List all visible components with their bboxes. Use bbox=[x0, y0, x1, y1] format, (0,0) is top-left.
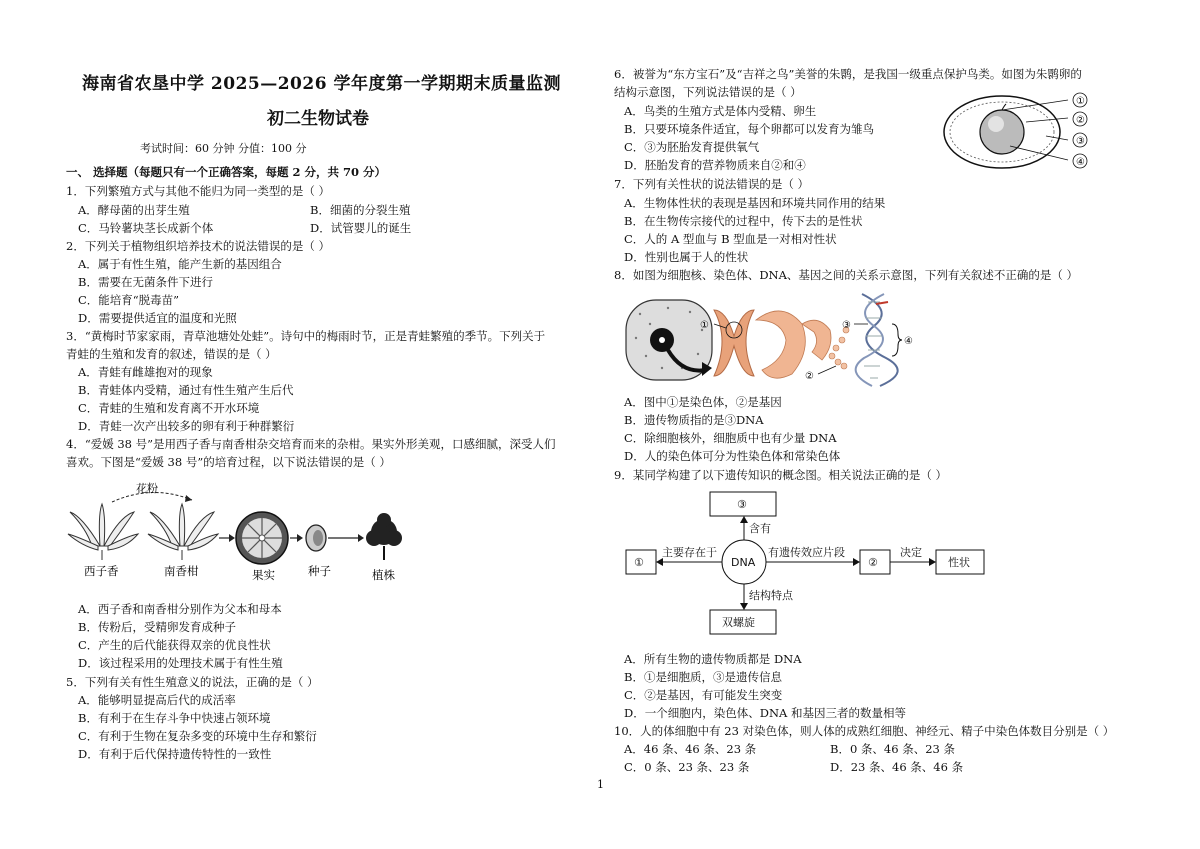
q7-option-b: B．在生物传宗接代的过程中，传下去的是性状 bbox=[624, 214, 863, 228]
q1-option-d: D．试管婴儿的诞生 bbox=[310, 221, 412, 235]
nanxianggan-label: 南香柑 bbox=[164, 564, 199, 578]
q9-option-d: D．一个细胞内，染色体、DNA 和基因三者的数量相等 bbox=[624, 706, 906, 720]
q4-breeding-figure bbox=[62, 476, 407, 591]
q8-stem: 8．如图为细胞核、染色体、DNA、基因之间的关系示意图，下列有关叙述不正确的是（ ） bbox=[614, 268, 1079, 282]
q6-option-b: B．只要环境条件适宜，每个卵都可以发育为雏鸟 bbox=[624, 122, 874, 136]
q10-option-a: A．46 条、46 条、23 条 bbox=[624, 742, 757, 756]
q7-option-a: A．生物体性状的表现是基因和环境共同作用的结果 bbox=[624, 196, 886, 210]
q10-stem: 10．人的体细胞中有 23 对染色体，则人体的成熟红细胞、神经元、精子中染色体数目分别是（ ） bbox=[614, 724, 1115, 738]
q3-option-c: C．青蛙的生殖和发育离不开水环境 bbox=[78, 401, 260, 415]
q4-option-d: D．该过程采用的处理技术属于有性生殖 bbox=[78, 656, 283, 670]
chromosome-label-2: ② bbox=[805, 371, 814, 382]
concept-box-bottom-text: 双螺旋 bbox=[722, 616, 755, 629]
exam-subtitle: 初二生物试卷 bbox=[267, 109, 369, 129]
q3-option-b: B．青蛙体内受精，通过有性生殖产生后代 bbox=[78, 383, 294, 397]
q2-stem: 2．下列关于植物组织培养技术的说法错误的是（ ） bbox=[66, 239, 330, 253]
plant-tree-icon bbox=[366, 513, 402, 560]
q6-option-d: D．胚胎发育的营养物质来自②和④ bbox=[624, 158, 806, 172]
nanxianggan-flower-icon bbox=[148, 504, 218, 560]
q5-option-c: C．有利于生物在复杂多变的环境中生存和繁衍 bbox=[78, 729, 317, 743]
q6-option-a: A．鸟类的生殖方式是体内受精、卵生 bbox=[624, 104, 817, 118]
dna-helix-icon bbox=[856, 294, 898, 386]
egg-label-1: ① bbox=[1076, 96, 1085, 107]
contains-label: 含有 bbox=[749, 522, 771, 535]
egg-label-2: ② bbox=[1076, 115, 1085, 126]
q8-option-d: D．人的染色体可分为性染色体和常染色体 bbox=[624, 449, 841, 463]
q2-option-c: C．能培育“脱毒苗” bbox=[78, 293, 180, 307]
q5-option-a: A．能够明显提高后代的成活率 bbox=[78, 693, 236, 707]
q3-stem-line1: 3．“黄梅时节家家雨，青草池塘处处蛙”。诗句中的梅雨时节，正是青蛙繁殖的季节。下列关于 bbox=[66, 329, 546, 343]
gene-label-4: ④ bbox=[904, 336, 913, 347]
q1-option-b: B．细菌的分裂生殖 bbox=[310, 203, 411, 217]
seed-icon bbox=[306, 525, 326, 551]
q3-stem-line2: 青蛙的生殖和发育的叙述，错误的是（ ） bbox=[66, 347, 277, 361]
exam-info: 考试时间：60 分钟 分值：100 分 bbox=[140, 142, 307, 155]
mainly-in-label: 主要存在于 bbox=[662, 546, 717, 559]
exam-title: 海南省农垦中学 2025—2026 学年度第一学期期末质量监测 bbox=[82, 74, 561, 94]
q3-option-a: A．青蛙有雌雄抱对的现象 bbox=[78, 365, 213, 379]
q9-option-a: A．所有生物的遗传物质都是 DNA bbox=[624, 652, 802, 666]
chromosome-icon bbox=[714, 310, 754, 376]
q4-option-b: B．传粉后，受精卵发育成种子 bbox=[78, 620, 236, 634]
q7-stem: 7．下列有关性状的说法错误的是（ ） bbox=[614, 177, 809, 191]
q7-option-d: D．性别也属于人的性状 bbox=[624, 250, 749, 264]
plant-label: 植株 bbox=[372, 568, 395, 582]
decides-label: 决定 bbox=[900, 546, 922, 559]
pollen-arrowhead bbox=[185, 495, 192, 502]
q5-option-d: D．有利于后代保持遗传特性的一致性 bbox=[78, 747, 272, 761]
page-number: 1 bbox=[597, 778, 604, 791]
q7-option-c: C．人的 A 型血与 B 型血是一对相对性状 bbox=[624, 232, 837, 246]
seed-label: 种子 bbox=[308, 564, 331, 578]
coiled-dna-icon bbox=[756, 311, 831, 378]
q9-option-b: B．①是细胞质，③是遗传信息 bbox=[624, 670, 782, 684]
q10-option-d: D．23 条、46 条、46 条 bbox=[830, 760, 964, 774]
xizixiang-label: 西子香 bbox=[84, 564, 119, 578]
q4-stem-line2: 喜欢。下图是“爱媛 38 号”的培育过程，以下说法错误的是（ ） bbox=[66, 455, 391, 469]
arrow-icon bbox=[229, 534, 235, 542]
q10-option-b: B．0 条、46 条、23 条 bbox=[830, 742, 955, 756]
arrow-icon bbox=[740, 516, 748, 523]
egg-label-4: ④ bbox=[1076, 157, 1085, 168]
concept-box-right-text: 性状 bbox=[948, 556, 970, 569]
q4-option-a: A．西子香和南香柑分别作为父本和母本 bbox=[78, 602, 282, 616]
segment-label: 有遗传效应片段 bbox=[768, 546, 845, 559]
arrow-icon bbox=[853, 558, 860, 566]
q4-stem-line1: 4．“爱媛 38 号”是用西子香与南香柑杂交培育而来的杂柑。果实外形美观，口感细腻，深受人们 bbox=[66, 437, 556, 451]
egg-label-3: ③ bbox=[1076, 136, 1085, 147]
q2-option-a: A．属于有性生殖，能产生新的基因组合 bbox=[78, 257, 282, 271]
q5-option-b: B．有利于在生存斗争中快速占领环境 bbox=[78, 711, 271, 725]
q6-stem-line2: 结构示意图，下列说法错误的是（ ） bbox=[614, 85, 802, 99]
q1-option-a: A．酵母菌的出芽生殖 bbox=[78, 203, 190, 217]
q1-option-c: C．马铃薯块茎长成新个体 bbox=[78, 221, 214, 235]
q4-option-c: C．产生的后代能获得双亲的优良性状 bbox=[78, 638, 271, 652]
q8-option-b: B．遗传物质指的是③DNA bbox=[624, 413, 764, 427]
dna-label-3: ③ bbox=[842, 320, 851, 331]
q9-option-c: C．②是基因，有可能发生突变 bbox=[624, 688, 783, 702]
pollen-label: 花粉 bbox=[136, 482, 158, 495]
q3-option-d: D．青蛙一次产出较多的卵有利于种群繁衍 bbox=[78, 419, 295, 433]
q1-stem: 1．下列繁殖方式与其他不能归为同一类型的是（ ） bbox=[66, 184, 330, 198]
q6-option-c: C．③为胚胎发育提供氧气 bbox=[624, 140, 760, 154]
q2-option-b: B．需要在无菌条件下进行 bbox=[78, 275, 213, 289]
fruit-label: 果实 bbox=[252, 568, 275, 582]
xizixiang-flower-icon bbox=[68, 504, 138, 560]
arrow-icon bbox=[656, 558, 663, 566]
q9-stem: 9．某同学构建了以下遗传知识的概念图。相关说法正确的是（ ） bbox=[614, 468, 947, 482]
q8-chromosome-figure bbox=[622, 290, 932, 390]
q5-stem: 5．下列有关有性生殖意义的说法，正确的是（ ） bbox=[66, 675, 319, 689]
fruit-cross-section-icon bbox=[236, 512, 288, 564]
section-heading: 一、 选择题（每题只有一个正确答案，每题 2 分，共 70 分） bbox=[66, 165, 387, 179]
arrow-icon bbox=[358, 534, 364, 542]
q2-option-d: D．需要提供适宜的温度和光照 bbox=[78, 311, 237, 325]
arrow-icon bbox=[740, 603, 748, 610]
dna-center-text: DNA bbox=[731, 556, 756, 569]
arrow-icon bbox=[297, 534, 303, 542]
q6-egg-figure bbox=[940, 88, 1120, 178]
concept-box-left-text: ① bbox=[634, 556, 644, 569]
concept-box-top-text: ③ bbox=[737, 498, 747, 511]
chromosome-label-1: ① bbox=[700, 320, 709, 331]
q8-option-a: A．图中①是染色体，②是基因 bbox=[624, 395, 782, 409]
q6-stem-line1: 6．被誉为“东方宝石”及“吉祥之鸟”美誉的朱鹮，是我国一级重点保护鸟类。如图为朱鹮卵的 bbox=[614, 67, 1082, 81]
q8-option-c: C．除细胞核外，细胞质中也有少量 DNA bbox=[624, 431, 837, 445]
q10-option-c: C．0 条、23 条、23 条 bbox=[624, 760, 750, 774]
arrow-icon bbox=[929, 558, 936, 566]
q9-concept-map bbox=[622, 488, 992, 638]
concept-box-mid-text: ② bbox=[868, 556, 878, 569]
structure-label: 结构特点 bbox=[749, 589, 793, 602]
